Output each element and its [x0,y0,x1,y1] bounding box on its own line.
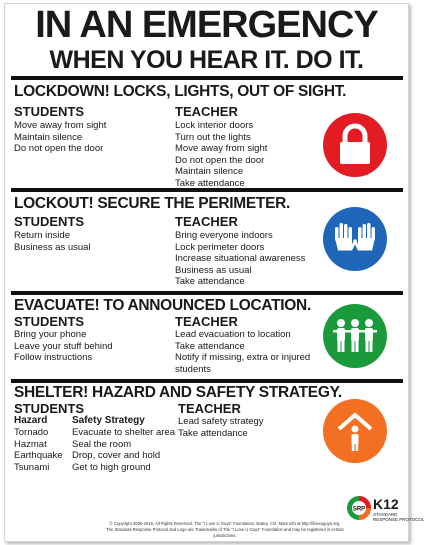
list-item: Lock perimeter doors [175,241,265,253]
section-divider [11,379,403,383]
list-item: Notify if missing, extra or injured [175,352,311,363]
list-item: Drop, cover and hold [72,450,161,461]
list-item: Do not open the door [14,143,104,154]
list-item: Follow instructions [14,352,93,363]
list-item: Move away from sight [14,120,107,131]
list-item: Turn out the lights [175,131,251,143]
poster-subtitle: WHEN YOU HEAR IT. DO IT. [49,46,364,74]
list-item: Maintain silence [14,131,83,143]
srp-badge-text: SRP [352,506,366,513]
list-item: Hazmat [14,438,47,450]
list-item: Lock interior doors [175,120,254,131]
people-walking-icon [323,304,387,368]
evacuate-heading: EVACUATE! TO ANNOUNCED LOCATION. [14,297,311,314]
list-item: Leave your stuff behind [14,340,113,352]
shelter-teacher-label: TEACHER [178,401,241,416]
raised-hands-icon [323,207,387,271]
lockdown-heading: LOCKDOWN! LOCKS, LIGHTS, OUT OF SIGHT. [14,83,347,100]
list-item: Business as usual [14,241,91,253]
strategy-list [72,427,175,473]
list-item: Take attendance [175,340,245,352]
list-item: Business as usual [175,264,252,276]
list-item: Lead safety strategy [178,416,264,427]
padlock-icon [323,113,387,177]
lockdown-students-list [14,120,106,155]
logo-subtitle [373,512,424,522]
strategy-column-label: Safety Strategy [72,415,145,426]
list-item: Tornado [14,427,49,438]
hazard-column-label: Hazard [14,415,48,426]
lockdown-teacher-label: TEACHER [175,104,238,119]
section-divider [11,188,403,192]
lockout-teacher-list [175,230,305,288]
section-divider [11,76,403,80]
list-item: Take attendance [178,427,248,439]
logo-sub-line: STANDARD [373,512,398,517]
shelter-teacher-list [178,416,264,439]
list-item: Lead evacuation to location [175,329,291,340]
evacuate-teacher-label: TEACHER [175,314,238,329]
list-item: Seal the room [72,438,132,450]
lockout-heading: LOCKOUT! SECURE THE PERIMETER. [14,195,291,212]
lockout-teacher-label: TEACHER [175,214,238,229]
k12-srp-logo [345,488,424,536]
list-item: Do not open the door [175,154,265,166]
list-item: Evacuate to shelter area [72,427,175,438]
list-item: Increase situational awareness [175,253,306,264]
list-item: Move away from sight [175,143,268,154]
list-item: Tsunami [14,461,50,473]
list-item: Get to high ground [72,461,151,473]
srp-badge-icon [345,494,373,522]
list-item: Bring everyone indoors [175,230,273,241]
lockdown-teacher-list [175,120,267,189]
evacuate-students-label: STUDENTS [14,314,85,329]
emergency-poster [4,3,424,542]
copyright-footer [105,521,345,539]
list-item: Earthquake [14,450,63,461]
list-item: Return inside [14,230,70,241]
list-item: students [175,363,211,375]
lockout-students-list [14,230,91,253]
evacuate-teacher-list [175,329,310,375]
logo-sub-line: RESPONSE PROTOCOL [373,517,424,522]
hazard-list [14,427,63,473]
poster-title: IN AN EMERGENCY [35,4,378,46]
shelter-person-icon [323,399,387,463]
footer-line: © Copyright 2009-2015, All Rights Reserved. The "I Love U Guys" Foundation. Bailey, CO. More info at http://iloveuguys.org. [109,521,341,526]
lockdown-students-label: STUDENTS [14,104,85,119]
evacuate-students-list [14,329,113,364]
lockout-students-label: STUDENTS [14,214,85,229]
list-item: Take attendance [175,177,245,189]
section-divider [11,291,403,295]
footer-line: The Standard Response Protocol and Logo are Trademarks of The "I Love U Guys" Foundation and may be registered in certain jurisdictions. [106,527,344,538]
shelter-heading: SHELTER! HAZARD AND SAFETY STRATEGY. [14,384,342,401]
logo-k12-text: K12 [373,496,399,512]
shelter-students-label: STUDENTS [14,401,85,416]
list-item: Bring your phone [14,329,87,340]
list-item: Take attendance [175,276,245,287]
list-item: Maintain silence [175,166,244,177]
